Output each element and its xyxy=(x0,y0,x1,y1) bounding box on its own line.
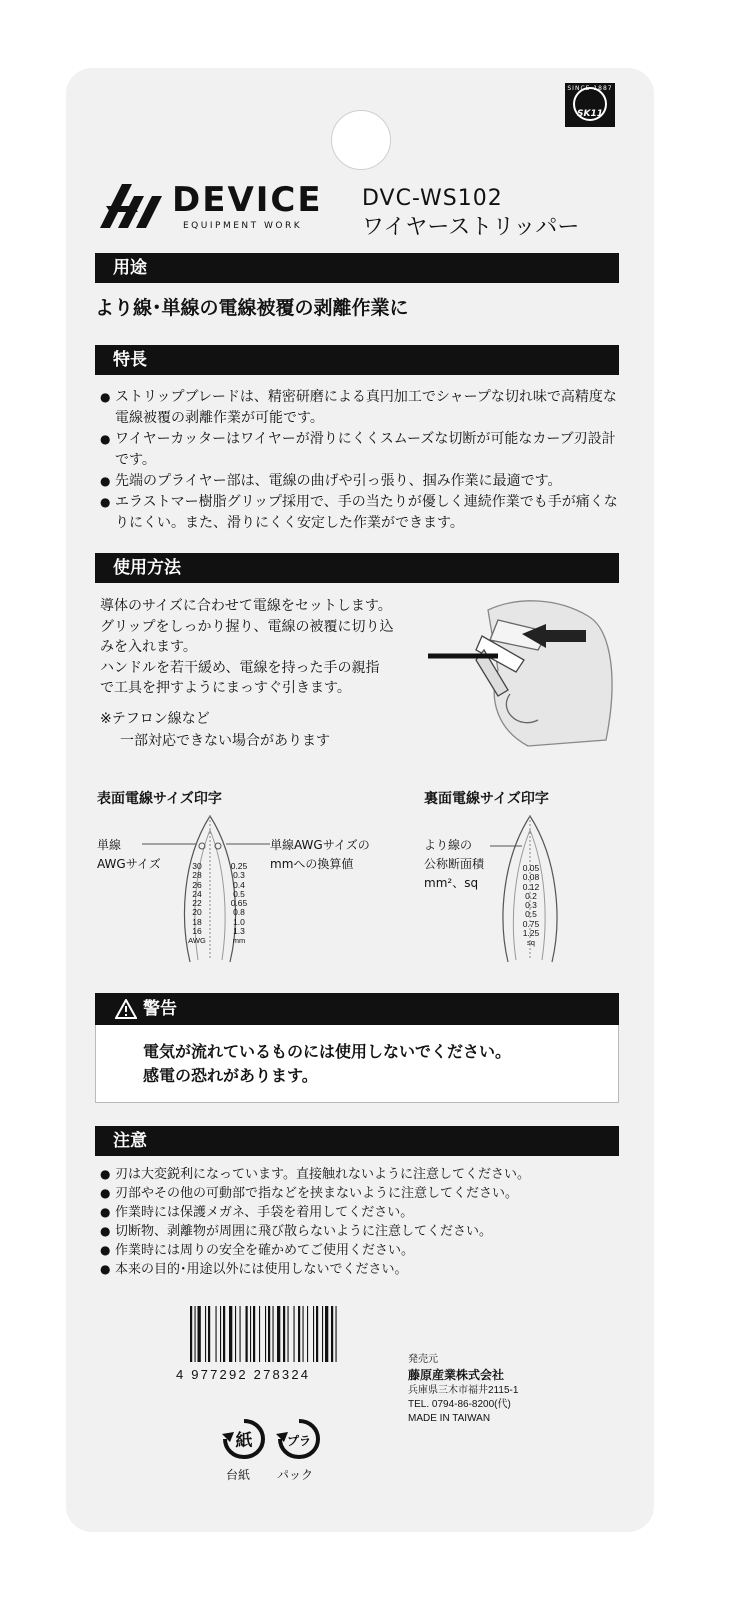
section-purpose-title: 用途 xyxy=(95,253,619,283)
usage-line: ハンドルを若干緩め、電線を持った手の親指 xyxy=(100,659,380,676)
seller-address: 兵庫県三木市福井2115-1 xyxy=(408,1385,519,1396)
list-item: ● 切断物、剥離物が周囲に飛び散らないように注意してください。 xyxy=(100,1222,620,1241)
back-label-2: 公称断面積 xyxy=(424,857,485,871)
sq-tick: 0.2 xyxy=(525,890,537,901)
awg-scale xyxy=(186,862,208,946)
purpose-text: より線･単線の電線被覆の剥離作業に xyxy=(95,297,409,319)
warning-text xyxy=(143,1040,511,1088)
awg-tick: 26 xyxy=(192,879,202,890)
barcode-bar xyxy=(229,1306,232,1362)
barcode-bar xyxy=(195,1306,196,1362)
list-item: ● 作業時には保護メガネ、手袋を着用してください。 xyxy=(100,1203,620,1222)
barcode-bar xyxy=(268,1306,270,1362)
usage-illustration xyxy=(428,590,620,750)
barcode-bar xyxy=(298,1306,300,1362)
barcode-bar xyxy=(294,1306,295,1362)
section-features-title: 特長 xyxy=(95,345,619,375)
list-item: ● 作業時には周りの安全を確かめてご使用ください。 xyxy=(100,1241,620,1260)
sq-tick: 0.05 xyxy=(522,863,540,873)
barcode-bar xyxy=(277,1306,280,1362)
device-logo-icon xyxy=(98,180,168,232)
mm-tick: 0.25 xyxy=(230,861,248,871)
front-left-label-2: AWGサイズ xyxy=(97,857,161,871)
barcode-bar xyxy=(205,1306,206,1362)
back-print-title: 裏面電線サイズ印字 xyxy=(424,791,549,807)
barcode-bar xyxy=(223,1306,225,1362)
mm-tick: 0.65 xyxy=(230,898,248,909)
front-print-title: 表面電線サイズ印字 xyxy=(97,791,222,807)
barcode-bar xyxy=(303,1306,304,1362)
list-item: ● ワイヤーカッターはワイヤーが滑りにくくスムーズな切断が可能なカーブ刃設計です。 xyxy=(100,429,620,471)
recycle-paper-icon xyxy=(222,1418,266,1460)
barcode-bar xyxy=(336,1306,337,1362)
seller-label: 発売元 xyxy=(408,1354,438,1365)
made-in: MADE IN TAIWAN xyxy=(408,1413,491,1424)
awg-tick: 20 xyxy=(192,907,202,918)
front-blade-diagram xyxy=(140,810,280,970)
barcode-bar xyxy=(240,1306,241,1362)
note-line: 一部対応できない場合があります xyxy=(120,733,330,749)
barcode-bar xyxy=(198,1306,201,1362)
mm-scale xyxy=(226,862,252,946)
list-item: ● ストリップブレードは、精密研磨による真円加工でシャープな切れ味で高精度な電線被覆の剥離作業が可能です。 xyxy=(100,387,620,429)
barcode-bar xyxy=(316,1306,318,1362)
usage-line: みを入れます。 xyxy=(100,639,197,655)
list-item: ● 刃部やその他の可動部で指などを挟まないように注意してください。 xyxy=(100,1184,620,1203)
usage-instructions xyxy=(100,596,410,699)
sq-tick: 0.12 xyxy=(522,881,540,892)
recycle-plastic-symbol: プラ xyxy=(286,1434,312,1448)
sq-tick: 1.25 xyxy=(522,928,540,939)
barcode-bar xyxy=(307,1306,308,1362)
barcode-bar xyxy=(235,1306,236,1362)
back-label-3: mm²、sq xyxy=(424,876,479,890)
recycle-paper-label: 台紙 xyxy=(226,1468,251,1482)
barcode-bar xyxy=(322,1306,323,1362)
seller-tel: TEL. 0794-86-8200(代) xyxy=(408,1399,511,1410)
usage-line: 導体のサイズに合わせて電線をセットします。 xyxy=(100,598,392,614)
barcode-digits: 4 977292 278324 xyxy=(176,1367,311,1382)
seller-info xyxy=(408,1353,518,1426)
model-number: DVC-WS102 xyxy=(362,186,503,211)
recycle-plastic-icon xyxy=(276,1418,322,1460)
list-item: ● 刃は大変鋭利になっています。直接触れないように注意してください。 xyxy=(100,1165,620,1184)
awg-tick: 24 xyxy=(192,888,202,899)
awg-tick: 16 xyxy=(192,926,202,937)
barcode-bar xyxy=(313,1306,314,1362)
usage-line: グリップをしっかり握り、電線の被覆に切り込 xyxy=(100,618,394,635)
barcode-bar xyxy=(216,1306,217,1362)
recycle-paper-symbol: 紙 xyxy=(235,1431,253,1451)
section-caution-title: 注意 xyxy=(95,1126,619,1156)
product-name: ワイヤーストリッパー xyxy=(362,215,580,240)
awg-tick: 18 xyxy=(192,916,202,927)
sq-tick: 0.08 xyxy=(522,872,540,883)
recycle-plastic-label: パック xyxy=(277,1468,314,1482)
features-list xyxy=(100,387,620,534)
caution-list xyxy=(100,1165,620,1279)
barcode-bar xyxy=(283,1306,285,1362)
usage-note xyxy=(100,708,330,752)
hang-hole xyxy=(331,110,391,170)
barcode-bar xyxy=(288,1306,289,1362)
mm-tick: 0.5 xyxy=(233,888,245,899)
back-label-1: より線の xyxy=(424,838,473,852)
barcode-bar xyxy=(265,1306,266,1362)
barcode-bar xyxy=(208,1306,210,1362)
sq-tick: 0.3 xyxy=(525,900,537,911)
warning-line: 電気が流れているものには使用しないでください。 xyxy=(143,1042,512,1061)
barcode-bar xyxy=(325,1306,328,1362)
brand-name: DEVICE xyxy=(172,180,323,220)
barcode-bar xyxy=(250,1306,251,1362)
barcode-bar xyxy=(190,1306,192,1362)
list-item: ● エラストマー樹脂グリップ採用で、手の当たりが優しく連続作業でも手が痛くなりにくい。また、滑りにくく安定した作業ができます。 xyxy=(100,492,620,534)
barcode-bar xyxy=(253,1306,255,1362)
mm-tick: 0.4 xyxy=(233,879,245,890)
warning-triangle-icon xyxy=(115,999,137,1019)
back-blade-diagram xyxy=(490,810,610,970)
note-line: ※テフロン線など xyxy=(100,711,210,727)
barcode-bar xyxy=(246,1306,248,1362)
warning-title: 警告 xyxy=(95,993,619,1025)
usage-line: で工具を押すようにまっすぐ引きます。 xyxy=(100,680,351,696)
sk11-badge xyxy=(565,83,615,127)
mm-tick: 0.8 xyxy=(233,907,245,918)
front-right-label-2: mmへの換算値 xyxy=(270,857,354,871)
mm-unit: mm xyxy=(232,936,246,946)
mm-tick: 1.3 xyxy=(233,926,245,937)
awg-unit: AWG xyxy=(188,936,206,946)
awg-tick: 22 xyxy=(192,898,202,909)
awg-tick: 28 xyxy=(192,870,202,881)
barcode-bar xyxy=(331,1306,333,1362)
sq-tick: 0.5 xyxy=(525,909,537,920)
barcode-bar xyxy=(273,1306,274,1362)
seller-name: 藤原産業株式会社 xyxy=(408,1368,505,1382)
front-left-label-1: 単線 xyxy=(97,838,122,852)
badge-brand: SK11 xyxy=(577,109,603,119)
list-item: ● 本来の目的･用途以外には使用しないでください。 xyxy=(100,1260,620,1279)
sq-tick: 0.75 xyxy=(522,918,540,929)
mm-tick: 1.0 xyxy=(233,916,245,927)
barcode xyxy=(190,1306,382,1368)
mm-tick: 0.3 xyxy=(233,870,245,881)
sq-scale xyxy=(518,864,544,948)
awg-tick: 30 xyxy=(192,861,202,871)
barcode-bar xyxy=(259,1306,260,1362)
sq-unit: sq xyxy=(527,938,535,948)
warning-line: 感電の恐れがあります。 xyxy=(143,1066,318,1085)
barcode-bar xyxy=(220,1306,221,1362)
list-item: ● 先端のプライヤー部は、電線の曲げや引っ張り、掴み作業に最適です。 xyxy=(100,471,620,492)
section-usage-title: 使用方法 xyxy=(95,553,619,583)
badge-since: SINCE 1887 xyxy=(567,85,613,92)
brand-subtitle: EQUIPMENT WORK xyxy=(183,221,303,231)
front-right-label-1: 単線AWGサイズの xyxy=(270,838,370,852)
